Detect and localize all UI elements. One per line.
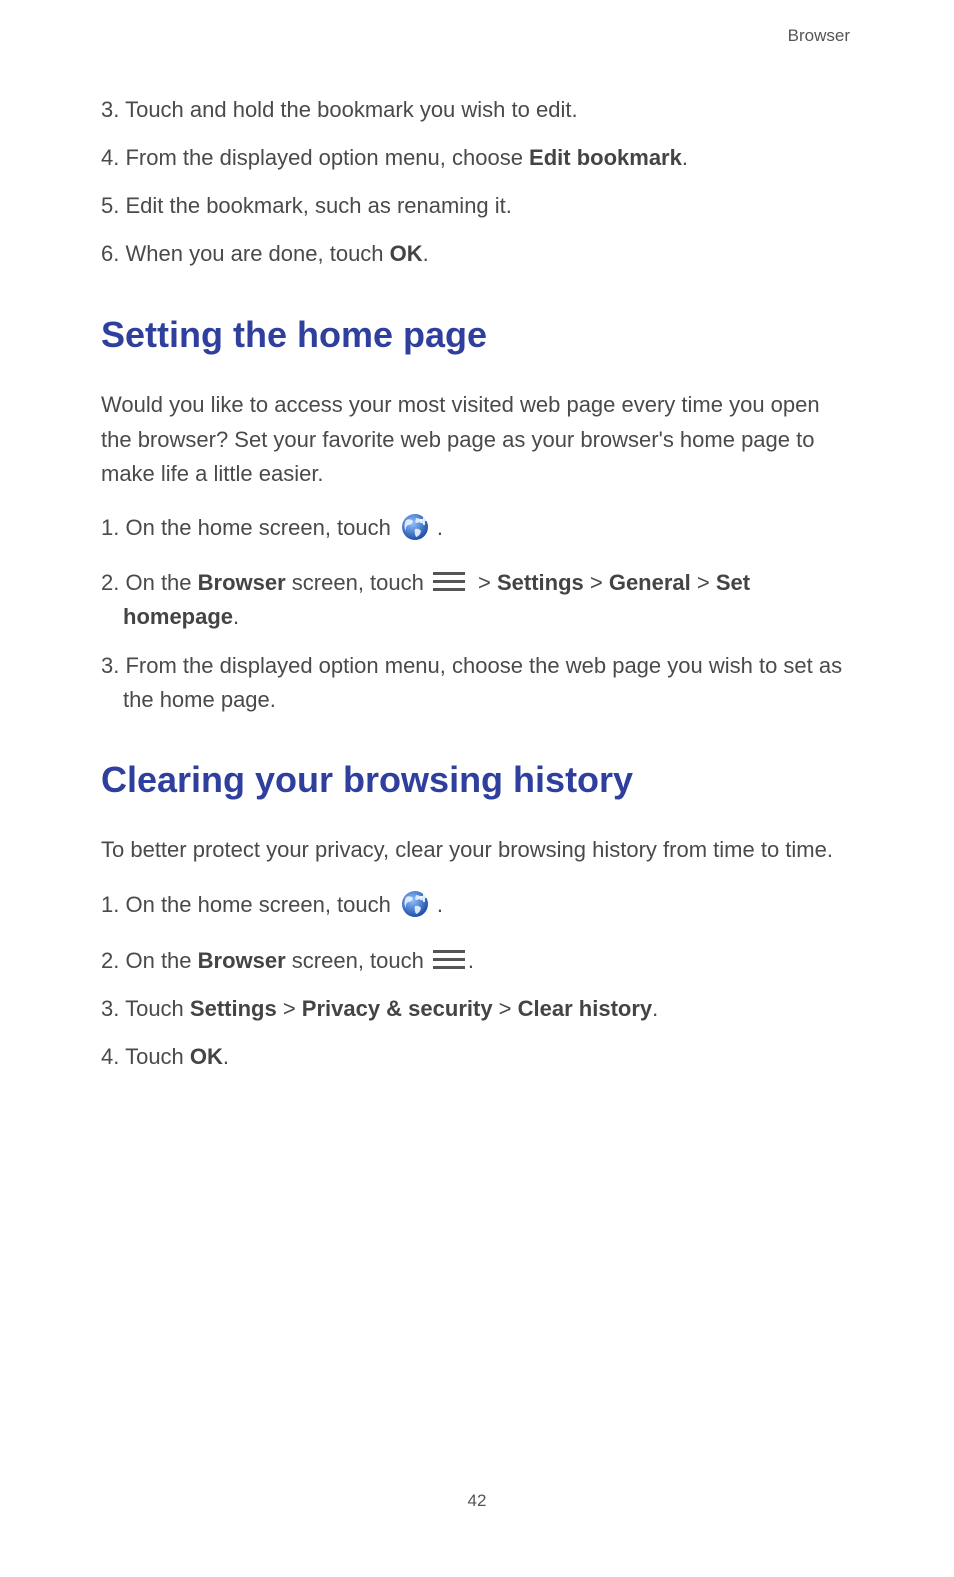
section-title-home-page: Setting the home page xyxy=(101,314,488,355)
step-edit-bookmark-5: 5. Edit the bookmark, such as renaming it. xyxy=(101,193,512,218)
globe-icon xyxy=(399,889,431,919)
menu-icon xyxy=(432,570,466,594)
home-page-step-3: 3. From the displayed option menu, choose the web page you wish to set as the home page. xyxy=(101,653,843,712)
history-step-3: 3. Touch Settings > Privacy & security > Clear history. xyxy=(101,996,659,1021)
page-number: 42 xyxy=(467,1491,487,1510)
home-page-description: Would you like to access your most visited web page every time you open the browser? Set your favorite web page as your browser's home page to make life a little easier. xyxy=(101,392,820,486)
history-step-1: 1. On the home screen, touch . xyxy=(101,888,861,922)
step-edit-bookmark-3: 3. Touch and hold the bookmark you wish to edit. xyxy=(101,97,578,122)
menu-icon xyxy=(432,948,466,972)
home-page-step-2: 2. On the Browser screen, touch > Settings > General > Set homepage. xyxy=(101,566,861,634)
section-title-history: Clearing your browsing history xyxy=(101,759,634,800)
home-page-step-2-continued: homepage. xyxy=(123,604,240,629)
step-edit-bookmark-4: 4. From the displayed option menu, choose Edit bookmark. xyxy=(101,145,688,170)
history-step-4: 4. Touch OK. xyxy=(101,1044,230,1069)
home-page-step-1: 1. On the home screen, touch . xyxy=(101,511,861,545)
globe-icon xyxy=(399,512,431,542)
history-step-2: 2. On the Browser screen, touch . xyxy=(101,948,474,973)
history-description: To better protect your privacy, clear your browsing history from time to time. xyxy=(101,837,833,862)
step-edit-bookmark-6: 6. When you are done, touch OK. xyxy=(101,241,429,266)
running-header: Browser xyxy=(787,26,850,45)
